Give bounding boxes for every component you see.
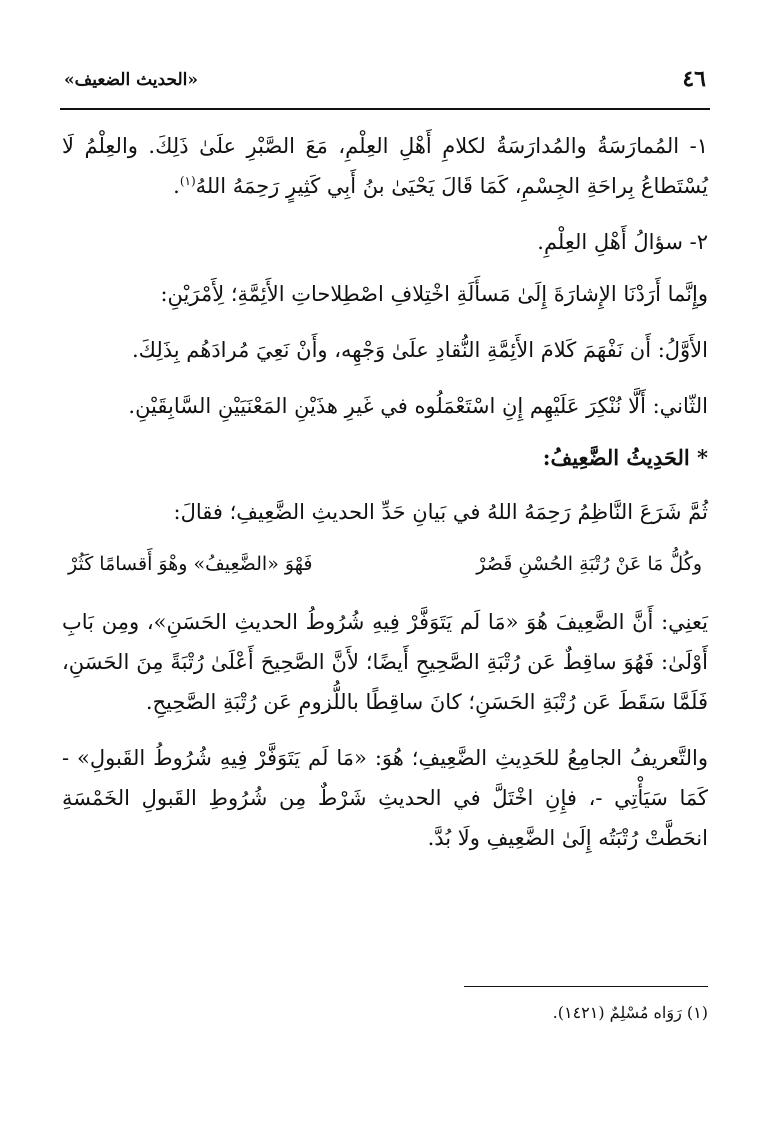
footnote-reference-1[interactable]: (١)	[179, 174, 196, 188]
paragraph-2: ٢- سؤالُ أَهْلِ العِلْمِ.	[537, 230, 708, 254]
paragraph-1	[62, 126, 708, 206]
footnote-divider	[464, 986, 708, 987]
verse-first-hemistich: وكُلُّ مَا عَنْ رُتْبَةِ الحُسْنِ قَصُرْ	[476, 553, 702, 575]
page-body	[62, 126, 708, 874]
paragraph-1-end: .	[173, 174, 180, 198]
section-heading: * الحَدِيثُ الضَّعِيفُ:	[542, 445, 708, 470]
paragraph-1-text: ١- المُمارَسَةُ والمُدارَسَةُ لكلامِ أَهْلِ العِلْمِ، مَعَ الصَّبْرِ علَىٰ ذَلِكَ. والعِلْمُ لَا يُسْتَطاعُ بِراحَةِ الجِسْمِ، كَمَا قَالَ يَحْيَىٰ بنُ أَبِي كَثِيرٍ رَحِمَهُ اللهُ	[62, 134, 708, 198]
paragraph-8: والتَّعريفُ الجامِعُ للحَدِيثِ الضَّعِيفِ؛ هُوَ: «مَا لَم يَتَوَفَّرْ فِيهِ شُرُوطُ القَبولِ» - كَمَا سَيَأْتِي -، فإِنِ اخْتَلَّ في الحديثِ شَرْطٌ مِن شُرُوطِ القَبولِ الخَمْسَةِ انحَطَّتْ رُتْبَتُه إِلَىٰ الضَّعِيفِ ولَا بُدَّ.	[62, 746, 708, 850]
footnote-1: (١) رَوَاه مُسْلِمٌ (١٤٢١).	[552, 1003, 708, 1022]
poem-verse	[62, 544, 708, 584]
verse-second-hemistich: فَهْوَ «الضَّعِيفُ» وهْوَ أَقسامًا كَثُرْ	[68, 553, 313, 575]
page-number: ٤٦	[682, 66, 706, 92]
running-title: «الحديث الضعيف»	[64, 70, 198, 90]
paragraph-4: الأَوَّلُ: أَن نَفْهَمَ كَلامَ الأَئِمَّةِ النُّقادِ علَىٰ وَجْهِه، وأَنْ نَعِيَ مُرادَهُم بِذَلِكَ.	[131, 338, 708, 362]
paragraph-7: يَعنِي: أَنَّ الضَّعِيفَ هُوَ «مَا لَم يَتَوَفَّرْ فِيهِ شُرُوطُ الحديثِ الحَسَنِ»، ومِن بَابِ أَوْلَىٰ: فَهُوَ ساقِطٌ عَن رُتْبَةِ الصَّحِيحِ أَيضًا؛ لأَنَّ الصَّحِيحَ أَعْلَىٰ رُتْبَةً مِنَ الحَسَنِ، فَلَمَّا سَقَطَ عَن رُتْبَةِ الحَسَنِ؛ كانَ ساقِطًا باللُّزومِ عَن رُتْبَةِ الصَّحِيحِ.	[62, 610, 708, 714]
paragraph-3: وإِنَّما أَرَدْنَا الإِشارَةَ إِلَىٰ مَسأَلَةِ اخْتِلافِ اصْطِلاحاتِ الأَئِمَّةِ؛ لِأَمْرَيْنِ:	[160, 282, 708, 306]
page-header	[64, 66, 706, 100]
paragraph-5: الثّاني: أَلَّا نُنْكِرَ عَلَيْهِم إِنِ اسْتَعْمَلُوه في غَيرِ هذَيْنِ المَعْنَيَيْنِ السَّابِقَيْنِ.	[128, 394, 708, 418]
paragraph-6: ثُمَّ شَرَعَ النَّاظِمُ رَحِمَهُ اللهُ في بَيانِ حَدِّ الحديثِ الضَّعِيفِ؛ فقالَ:	[173, 500, 708, 524]
header-divider	[60, 108, 710, 110]
